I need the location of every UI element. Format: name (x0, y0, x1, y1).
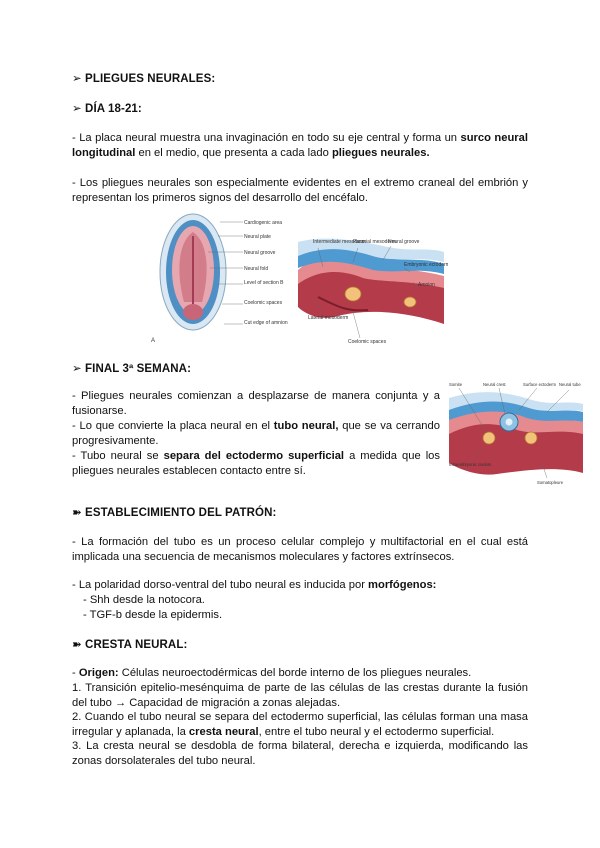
svg-text:Neural plate: Neural plate (244, 234, 271, 240)
heading-establecimiento-patron: ➽ ESTABLECIMIENTO DEL PATRÓN: (72, 507, 277, 519)
svg-text:Lateral mesoderm: Lateral mesoderm (308, 315, 349, 321)
svg-text:Embryonic ectoderm: Embryonic ectoderm (404, 262, 448, 268)
svg-text:Intermediate mesoderm: Intermediate mesoderm (313, 239, 366, 245)
neural-tube-illustration (447, 378, 585, 488)
left-figure-labels (244, 220, 288, 326)
svg-text:Cut edge of amnion: Cut edge of amnion (244, 320, 288, 326)
list-item-transicion: 1. Transición epitelio-mesénquima de parte de las células de las crestas durante la fusión del tubo → Capacidad de migración a zonas alejadas. (72, 682, 528, 709)
svg-text:Cardiogenic area: Cardiogenic area (244, 220, 283, 226)
line-pliegues-fusion: - Pliegues neurales comienzan a desplazarse de manera conjunta y a fusionarse. (72, 390, 440, 417)
svg-text:A: A (151, 338, 156, 344)
svg-text:Coelomic spaces: Coelomic spaces (244, 300, 283, 306)
svg-text:Surface ectoderm: Surface ectoderm (523, 382, 557, 387)
paragraph-placa-neural: - La placa neural muestra una invaginación en todo su eje central y forma un surco neural longitudinal en el medio, que presenta a cada lado pliegues neurales. (72, 132, 528, 159)
svg-text:Level of section B: Level of section B (244, 280, 284, 286)
svg-text:Neural groove: Neural groove (244, 250, 276, 256)
list-item-shh: - Shh desde la notocora. (83, 594, 205, 606)
heading-pliegues-neurales: ➢ PLIEGUES NEURALES: (72, 73, 216, 85)
paragraph-origen: - Origen: Células neuroectodérmicas del borde interno de los pliegues neurales. (72, 667, 472, 679)
paragraph-formacion-tubo: - La formación del tubo es un proceso celular complejo y multifactorial en el cual está implicada una secuencia de mecanismos moleculares y factores extrínsecos. (72, 536, 528, 563)
figure-neural-groove (148, 212, 448, 350)
heading-cresta-neural: ➽ CRESTA NEURAL: (72, 639, 188, 651)
paragraph-pliegues-evidentes: - Los pliegues neurales son especialmente evidentes en el extremo craneal del embrión y representan los primeros signos del desarrollo del encéfalo. (72, 177, 528, 204)
svg-text:Amnion: Amnion (418, 282, 435, 288)
bullet-feather-arrow-icon: ➽ (72, 507, 82, 519)
list-item-desdobla: 3. La cresta neural se desdobla de forma bilateral, derecha e izquierda, modificando las zonas dorsolaterales del tubo neural. (72, 740, 528, 767)
svg-text:Neural fold: Neural fold (244, 266, 269, 272)
svg-text:Coelomic spaces: Coelomic spaces (348, 339, 387, 345)
list-item-tgf: - TGF-b desde la epidermis. (83, 609, 223, 621)
bullet-feather-arrow-icon: ➽ (72, 639, 82, 651)
paragraph-final-semana (72, 389, 440, 479)
line-separa-ectodermo: - Tubo neural se separa del ectodermo superficial a medida que los pliegues neurales establecen contacto entre sí. (72, 450, 440, 477)
list-item-cresta-formacion: 2. Cuando el tubo neural se separa del ectodermo superficial, las células forman una masa irregular y aplanada, la cresta neural, entre el tubo neural y el ectodermo superficial. (72, 711, 528, 738)
svg-text:Paraxial mesoderm: Paraxial mesoderm (353, 239, 397, 245)
figure-neural-tube (447, 378, 585, 488)
paragraph-polaridad: - La polaridad dorso-ventral del tubo neural es inducida por morfógenos: (72, 579, 437, 591)
heading-dia-18-21: ➢ DÍA 18-21: (72, 103, 142, 115)
svg-text:Intraembryonic coelom: Intraembryonic coelom (449, 462, 492, 467)
bullet-arrow-icon: ➢ (72, 103, 82, 115)
svg-text:Neural crest: Neural crest (483, 382, 506, 387)
embryo-illustration (148, 212, 448, 350)
bullet-arrow-icon: ➢ (72, 363, 82, 375)
svg-text:Somatopleure: Somatopleure (537, 480, 564, 485)
bullet-arrow-icon: ➢ (72, 73, 82, 85)
heading-final-3-semana: ➢ FINAL 3ª SEMANA: (72, 363, 192, 375)
svg-text:Neural groove: Neural groove (388, 239, 420, 245)
svg-text:Neural tube: Neural tube (559, 382, 581, 387)
line-tubo-neural: - Lo que convierte la placa neural en el tubo neural, que se va cerrando progresivamente. (72, 420, 440, 447)
svg-text:Somite: Somite (449, 382, 463, 387)
